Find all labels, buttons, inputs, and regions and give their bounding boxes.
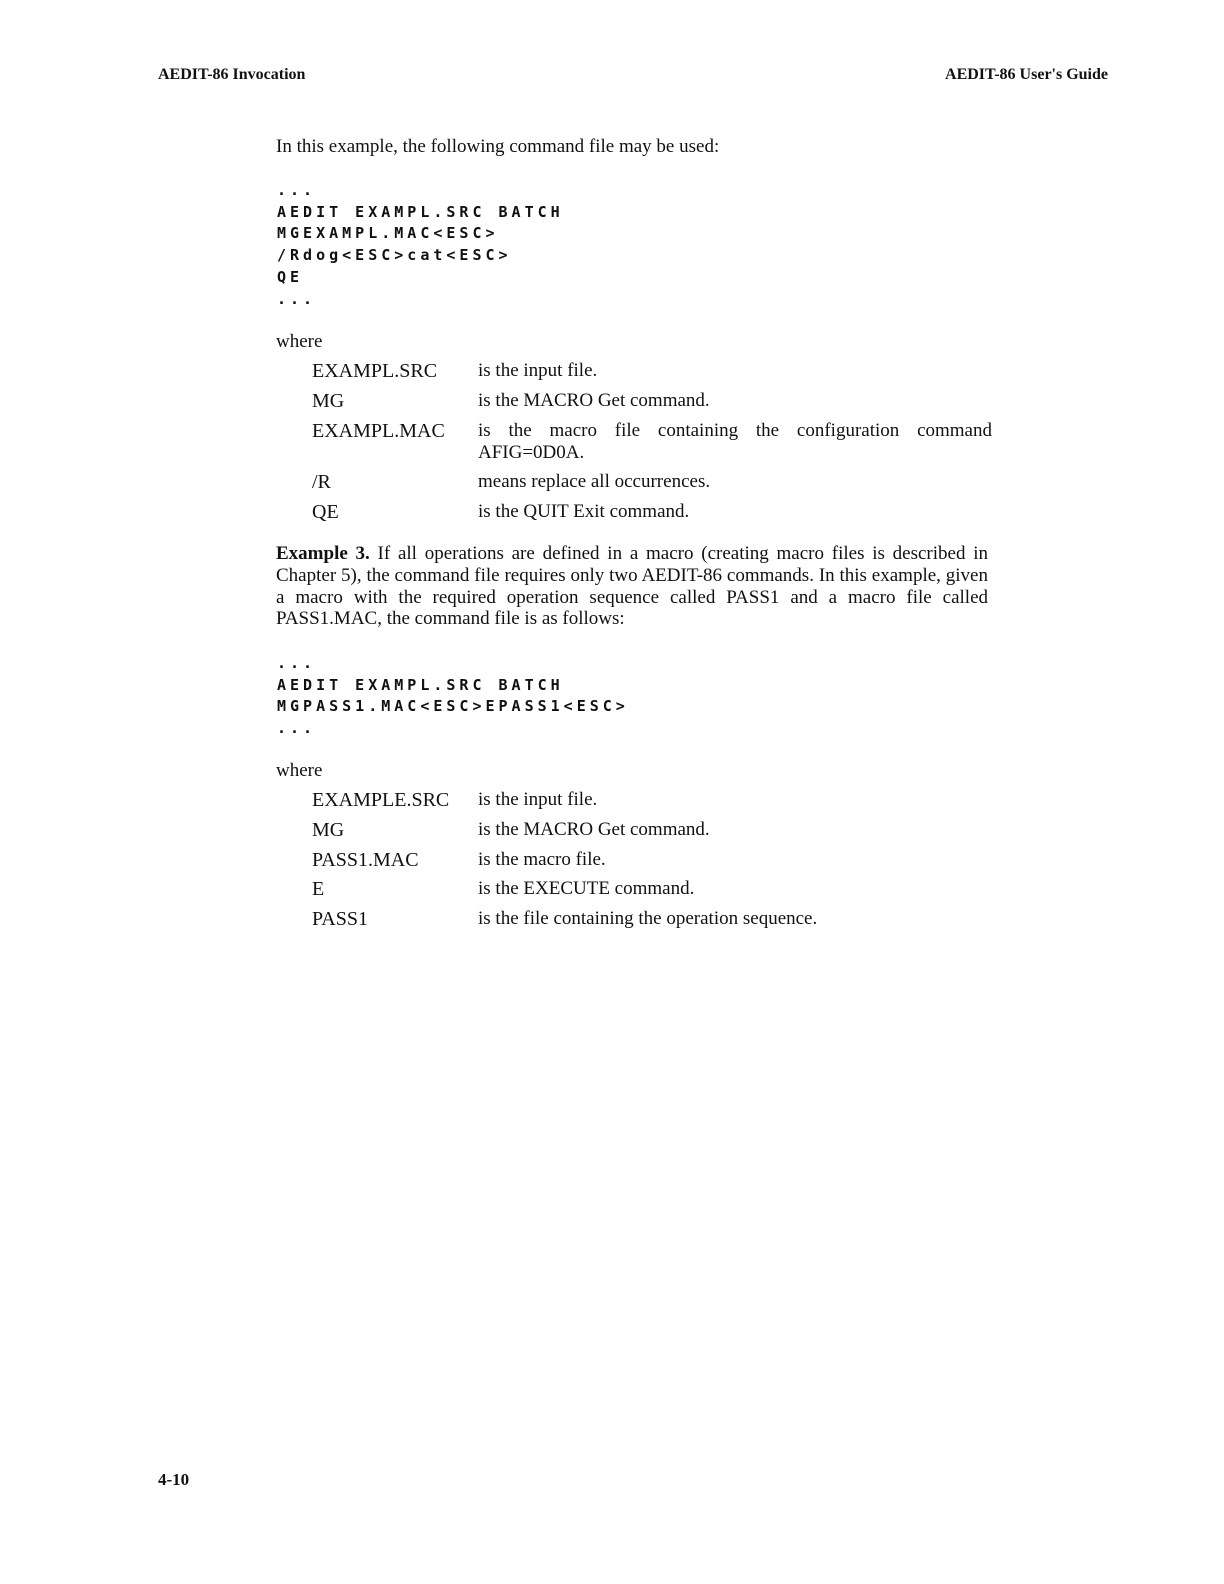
definition-description: is the input file. <box>478 789 598 810</box>
where-label: where <box>276 331 323 352</box>
definition-row <box>312 819 992 841</box>
running-header-right: AEDIT-86 User's Guide <box>945 66 1108 83</box>
definition-description: is the input file. <box>478 360 598 381</box>
definition-term: EXAMPL.SRC <box>312 360 438 382</box>
definition-term: E <box>312 878 325 901</box>
definition-row <box>312 360 992 382</box>
definition-row <box>312 878 992 900</box>
definition-row <box>312 501 992 523</box>
definition-term: PASS1 <box>312 908 368 931</box>
definition-row <box>312 390 992 412</box>
definition-description: means replace all occurrences. <box>478 471 711 493</box>
example-3-text: If all operations are defined in a macro (creating macro files is described in Chapter 5), the command file requires only two AEDIT-86 commands. In this example, given a macro with the required operation sequence called PASS1 and a macro file called PASS1.MAC, the command file is as follows: <box>276 543 988 630</box>
definition-row <box>312 849 992 871</box>
code-line: ... <box>277 289 317 308</box>
code-line: QE <box>277 267 304 286</box>
running-header-left: AEDIT-86 Invocation <box>158 66 306 83</box>
definition-description: is the macro file. <box>478 848 606 870</box>
code-line: ... <box>277 654 317 672</box>
definition-term: EXAMPLE.SRC <box>312 789 450 811</box>
where-label: where <box>276 760 323 781</box>
definition-term: PASS1.MAC <box>312 848 419 871</box>
code-line: AEDIT EXAMPL.SRC BATCH <box>277 202 564 221</box>
example-3-paragraph <box>276 543 988 630</box>
definition-description: is the MACRO Get command. <box>478 389 710 411</box>
code-line: /Rdog<ESC>cat<ESC> <box>277 246 512 265</box>
definition-term: MG <box>312 389 345 412</box>
code-line: AEDIT EXAMPL.SRC BATCH <box>277 675 564 694</box>
example-3-label: Example 3. <box>276 543 370 564</box>
definition-description: is the EXECUTE command. <box>478 878 695 900</box>
intro-paragraph: In this example, the following command file may be used: <box>276 136 720 157</box>
definition-list <box>312 360 992 531</box>
definition-description: is the macro file containing the configuration command AFIG=0D0A. <box>478 419 992 463</box>
definition-row <box>312 789 992 811</box>
definition-row <box>312 908 992 930</box>
code-line: MGPASS1.MAC<ESC>EPASS1<ESC> <box>277 697 629 716</box>
definition-term: /R <box>312 471 331 494</box>
definition-term: QE <box>312 501 339 524</box>
definition-row <box>312 471 992 493</box>
code-line: ... <box>277 719 317 738</box>
code-line: MGEXAMPL.MAC<ESC> <box>277 224 499 243</box>
page-number: 4-10 <box>158 1470 190 1489</box>
code-line: ... <box>277 181 317 199</box>
definition-term: EXAMPL.MAC <box>312 419 445 442</box>
definition-list <box>312 789 992 938</box>
definition-description: is the QUIT Exit command. <box>478 501 690 523</box>
command-file-listing <box>277 653 629 740</box>
definition-row <box>312 420 992 464</box>
command-file-listing <box>277 180 564 310</box>
definition-description: is the file containing the operation sequence. <box>478 908 818 930</box>
definition-term: MG <box>312 818 345 841</box>
definition-description: is the MACRO Get command. <box>478 818 710 840</box>
